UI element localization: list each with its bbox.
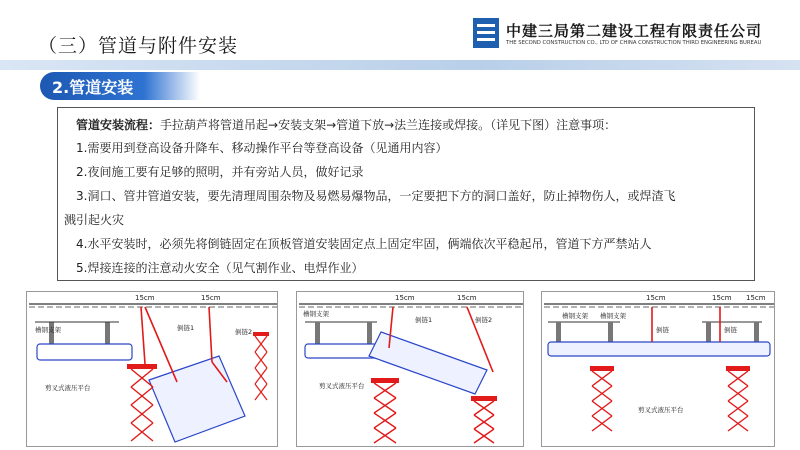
label-platform: 剪叉式液压平台 <box>319 382 365 390</box>
diagram-step-2 <box>296 291 524 447</box>
dim-label-a: 15cm <box>395 294 415 302</box>
notes-flow-line <box>76 116 616 133</box>
note-item-1: 1.需要用到登高设备升降车、移动操作平台等登高设备（见通用内容） <box>76 141 448 155</box>
note-item-3-cont: 溅引起火灾 <box>64 213 125 227</box>
diagram-2-drawing <box>297 292 525 448</box>
platform-top <box>127 364 157 369</box>
dim-label-c: 15cm <box>746 294 766 302</box>
scissor-lift-right <box>728 371 748 431</box>
note-item-3: 3.洞口、管井管道安装，要先清理周围杂物及易燃易爆物品，一定要把下方的洞口盖好，防止掉物伤人，或焊渣飞 <box>76 189 676 203</box>
scissor-lift-left <box>592 371 612 431</box>
dim-label-b: 15cm <box>457 294 477 302</box>
support-post-right <box>367 322 372 344</box>
notes-box <box>57 107 755 281</box>
header-band <box>0 60 800 70</box>
page-title: （三）管道与附件安装 <box>38 35 239 57</box>
diagram-step-3 <box>541 291 775 447</box>
scissor-lift <box>374 383 396 443</box>
support-post-1 <box>556 322 561 342</box>
company-logo <box>473 18 499 48</box>
flow-label: 管道安装流程： <box>76 118 161 132</box>
dim-label-b: 15cm <box>712 294 732 302</box>
support-post-2 <box>608 322 613 342</box>
label-chain-2: 倒链2 <box>235 328 253 336</box>
right-scissor-lift <box>255 336 267 400</box>
label-support-1: 槽钢支架 <box>562 312 588 320</box>
dim-label-a: 15cm <box>135 294 155 302</box>
support-post-4 <box>754 322 759 342</box>
company-name-en: THE SECOND CONSTRUCTION CO., LTD OF CHINA CONSTRUCTION THIRD ENGINEERING BUREAU <box>506 40 762 46</box>
right-scissor-lift <box>474 401 494 443</box>
diagram-1-drawing <box>27 292 279 448</box>
pipe-installed <box>548 342 770 356</box>
diagram-3-drawing <box>542 292 776 448</box>
label-chain-1: 倒链1 <box>177 324 195 332</box>
section-label: 2.管道安装 <box>52 78 134 97</box>
label-chain-1: 倒链1 <box>415 316 433 324</box>
support-post-right <box>105 322 110 344</box>
note-item-2: 2.夜间施工要有足够的照明，并有旁站人员，做好记录 <box>76 165 364 179</box>
label-platform: 剪叉式液压平台 <box>638 406 684 414</box>
note-item-4: 4.水平安装时，必须先将倒链固定在顶板管道安装固定点上固定牢固，俩端依次平稳起吊，管道下方严禁站人 <box>76 237 652 251</box>
section-tag <box>40 72 200 100</box>
dim-label-a: 15cm <box>646 294 666 302</box>
label-chain-2: 倒链2 <box>475 316 493 324</box>
platform-top-right <box>726 366 750 371</box>
pipe-horizontal <box>37 344 132 360</box>
right-lift-top <box>253 332 269 336</box>
chain-1 <box>141 307 145 364</box>
flow-text: 手拉葫芦将管道吊起→安装支架→管道下放→法兰连接或焊接。（详见下图）注意事项： <box>160 118 617 132</box>
support-post-3 <box>706 322 711 342</box>
dim-label-b: 15cm <box>201 294 221 302</box>
platform-top <box>371 378 399 383</box>
label-support: 槽钢支架 <box>303 310 329 318</box>
chain-2 <box>209 307 212 362</box>
label-platform: 剪叉式液压平台 <box>45 384 91 392</box>
company-name-cn: 中建三局第二建设工程有限责任公司 <box>506 22 763 40</box>
label-chain-2: 倒链 <box>724 326 737 334</box>
diagram-step-1 <box>26 291 278 447</box>
platform-top-left <box>590 366 614 371</box>
right-lift-top <box>471 396 497 401</box>
label-chain-1: 倒链 <box>656 326 669 334</box>
pipe-lifted <box>369 332 487 394</box>
label-support-2: 槽钢支架 <box>600 312 626 320</box>
support-post-left <box>315 322 320 344</box>
note-item-5: 5.焊接连接的注意动火安全（见气割作业、电焊作业） <box>76 261 364 275</box>
label-support: 槽钢支架 <box>35 326 61 334</box>
pipe-lifted <box>149 356 245 442</box>
